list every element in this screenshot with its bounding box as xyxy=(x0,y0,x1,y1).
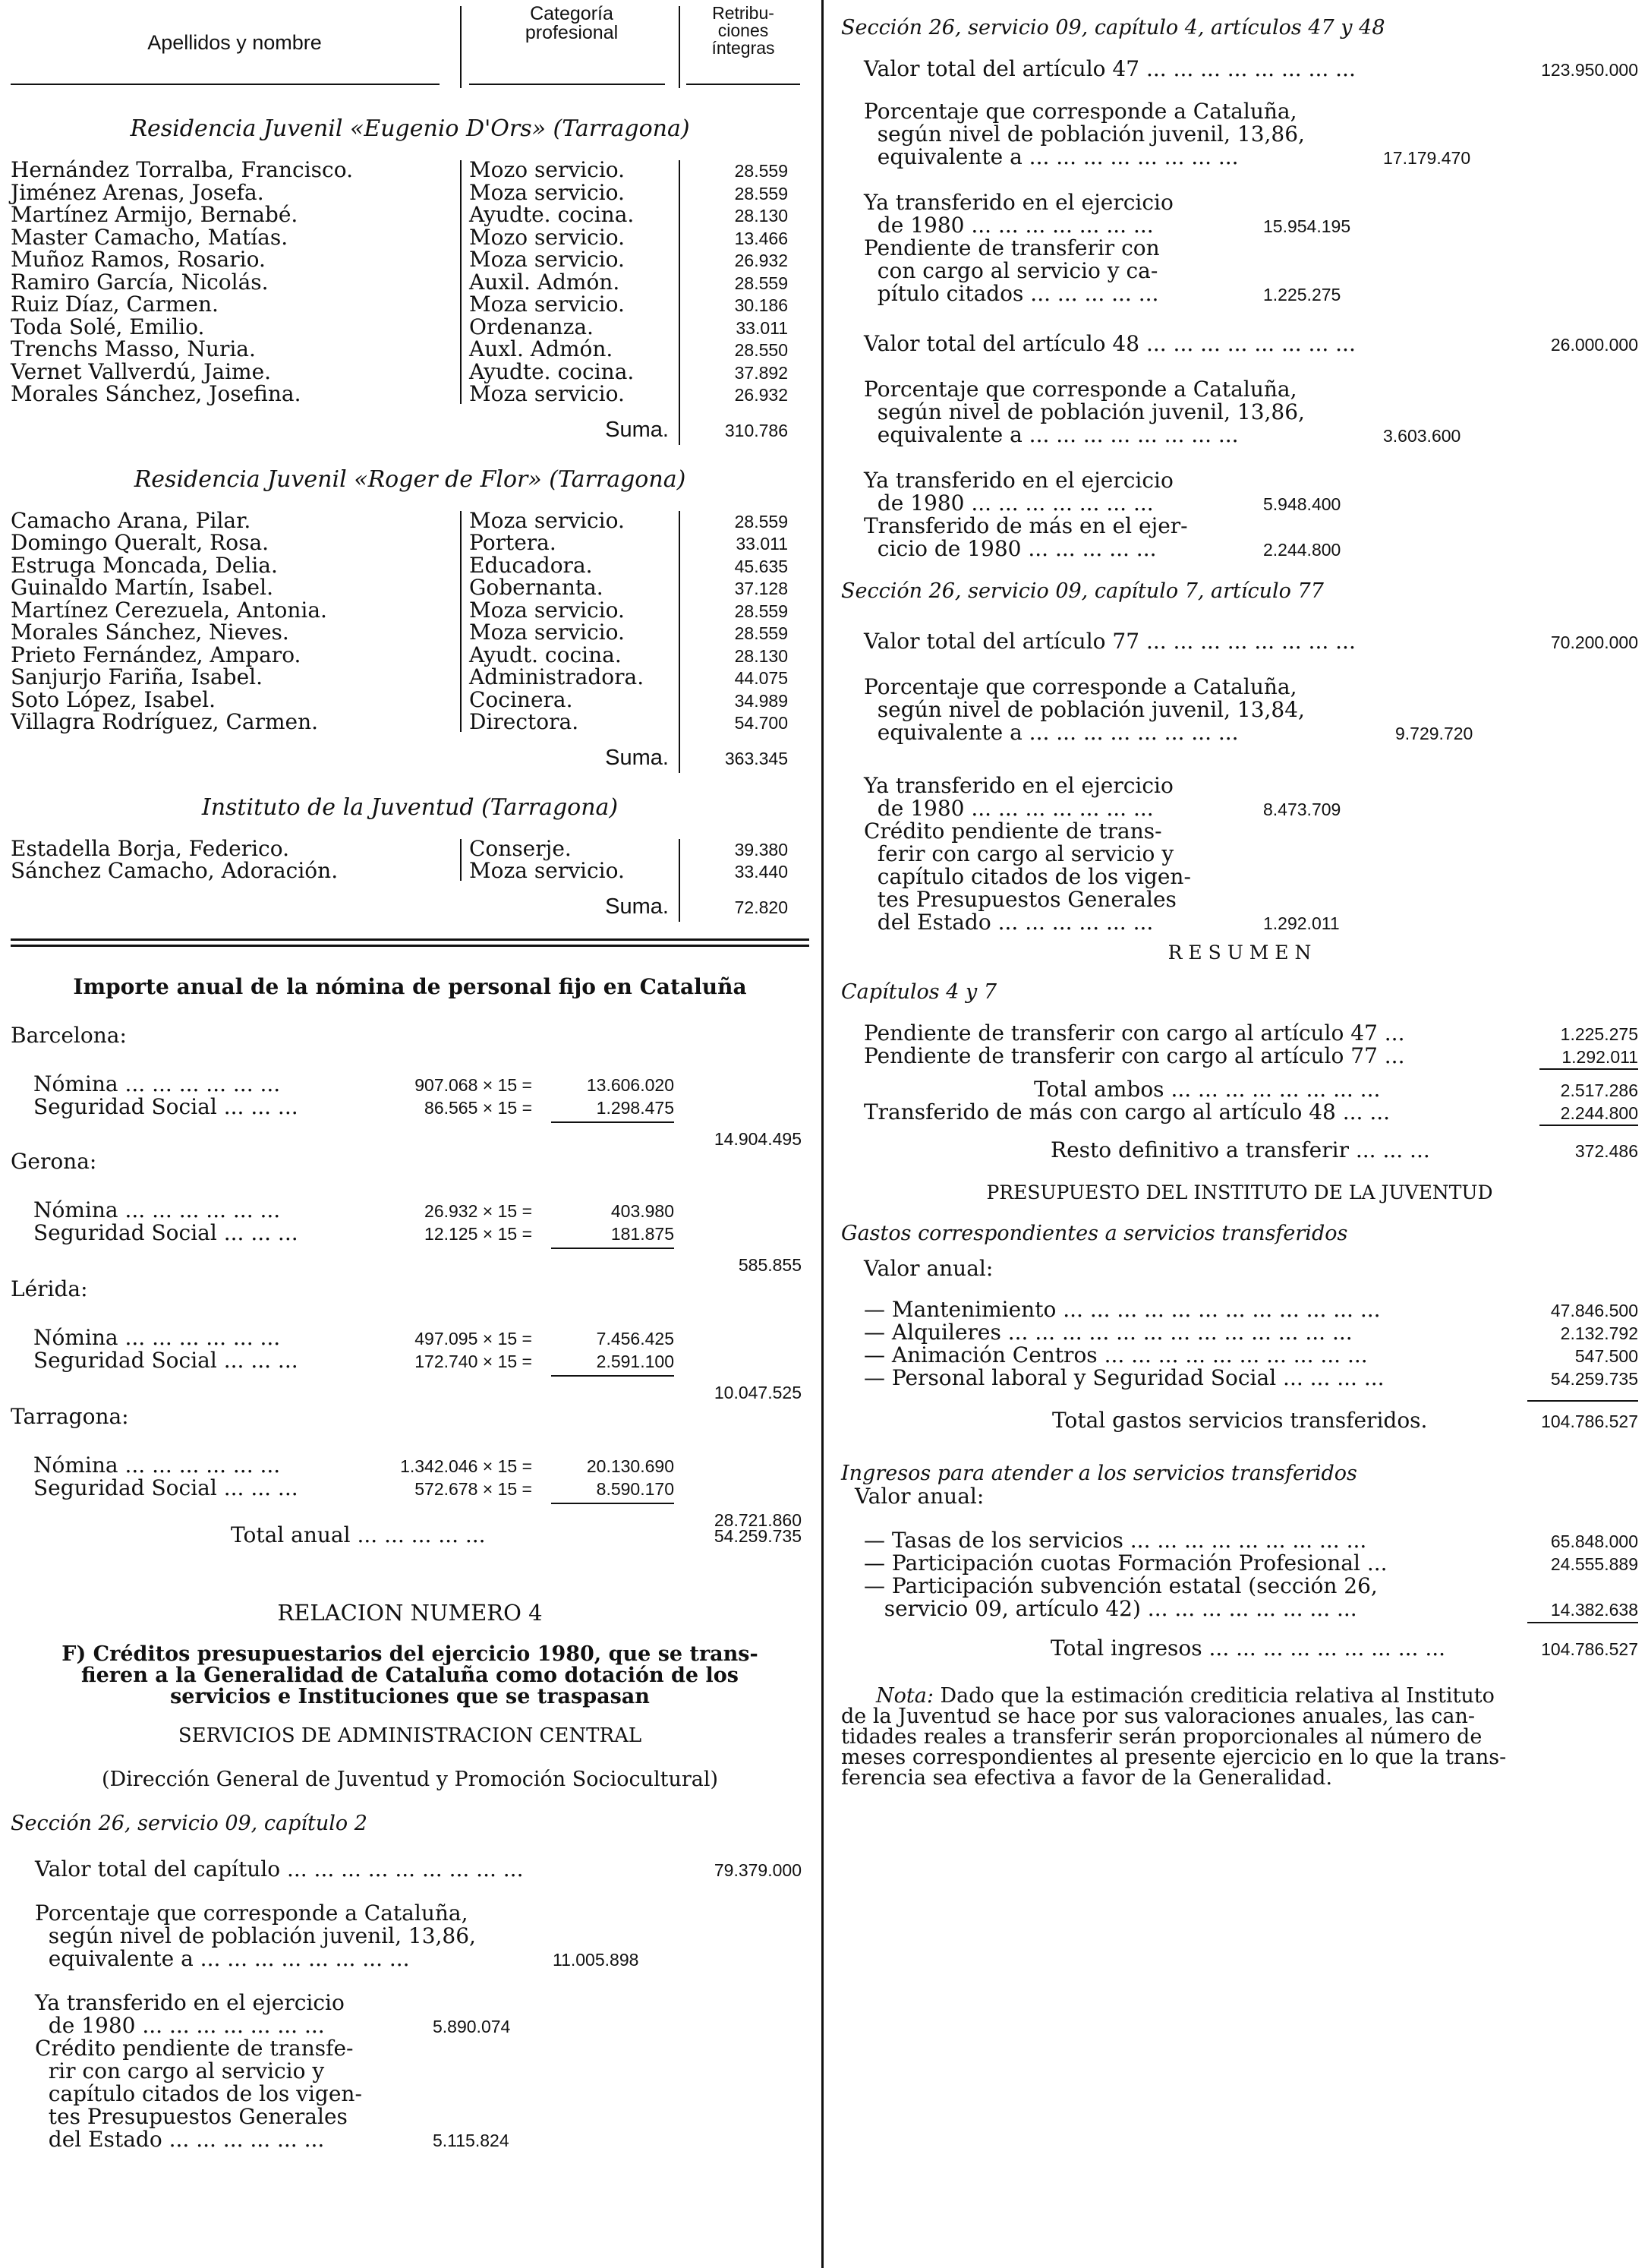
nomina-calc: 497.095 × 15 = xyxy=(414,1328,532,1348)
header-underline-1 xyxy=(11,84,440,85)
table-row xyxy=(11,621,809,644)
ss-calc: 12.125 × 15 = xyxy=(424,1223,532,1244)
sum-value: 72.820 xyxy=(734,897,788,917)
table-row xyxy=(11,532,809,554)
header-pay: Retribu- ciones íntegras xyxy=(711,3,775,58)
sum-row xyxy=(11,405,809,443)
sum-label: Suma. xyxy=(605,745,669,770)
staff-pay: 28.550 xyxy=(734,340,788,360)
seccion-cap2-heading: Sección 26, servicio 09, capítulo 2 xyxy=(11,1811,367,1835)
table-row xyxy=(11,554,809,577)
list-item xyxy=(841,1367,1638,1390)
list-item xyxy=(841,1321,1638,1344)
staff-category: Conserje. xyxy=(469,835,572,861)
staff-name: Vernet Vallverdú, Jaime. xyxy=(11,358,272,384)
staff-category: Mozo servicio. xyxy=(469,224,625,250)
province-name: Lérida: xyxy=(11,1276,88,1301)
ingresos-list xyxy=(841,1529,1638,1575)
staff-name: Estruga Moncada, Delia. xyxy=(11,552,278,578)
pend47-text: Pendiente de transferir con con cargo al servicio y ca- pítulo citados ... ... ... ... ... xyxy=(864,235,1160,306)
gastos-total-row xyxy=(841,1409,1638,1432)
table-row xyxy=(11,338,809,361)
nomina-label: Nómina ... ... ... ... ... ... xyxy=(33,1197,281,1222)
table-row xyxy=(11,358,809,384)
staff-name: Domingo Queralt, Rosa. xyxy=(11,530,269,555)
list-item-label: — Participación cuotas Formación Profesional ... xyxy=(864,1550,1388,1576)
staff-name: Estadella Borja, Federico. xyxy=(11,835,289,861)
ya77-text: Ya transferido en el ejercicio de 1980 ... ... ... ... ... ... ... xyxy=(864,773,1174,821)
staff-category: Portera. xyxy=(469,530,556,555)
header-divider-2 xyxy=(679,6,680,88)
staff-category: Ayudte. cocina. xyxy=(469,358,635,384)
ya48-text: Ya transferido en el ejercicio de 1980 ... ... ... ... ... ... ... xyxy=(864,468,1174,516)
r-pend47-row xyxy=(841,1022,1638,1045)
province-subtotal-rule xyxy=(551,1248,674,1249)
staff-category: Ayudt. cocina. xyxy=(469,642,622,667)
staff-name: Ruiz Díaz, Carmen. xyxy=(11,292,219,317)
ya48-value: 5.948.400 xyxy=(1263,494,1341,514)
double-rule-bottom xyxy=(11,945,809,947)
province-subtotal-rule xyxy=(551,1503,674,1504)
staff-pay: 13.466 xyxy=(734,228,788,248)
group-title: Residencia Juvenil «Eugenio D'Ors» (Tarragona) xyxy=(130,115,690,142)
table-row xyxy=(11,666,809,689)
sum-row xyxy=(11,882,809,920)
gastos-total-label: Total gastos servicios transferidos. xyxy=(1052,1408,1428,1433)
r-total-label: Total ambos ... ... ... ... ... ... ... ... xyxy=(1034,1077,1381,1102)
list-item-value: 47.846.500 xyxy=(1550,1301,1638,1320)
list-item-label: — Tasas de los servicios ... ... ... ... ... ... ... ... ... xyxy=(864,1528,1367,1553)
ya47-text: Ya transferido en el ejercicio de 1980 ... ... ... ... ... ... ... xyxy=(864,190,1174,238)
nomina-calc: 26.932 × 15 = xyxy=(424,1200,532,1221)
staff-pay: 33.011 xyxy=(736,534,788,554)
province-block xyxy=(11,1387,809,1530)
category-left-rule xyxy=(460,511,462,732)
staff-category: Moza servicio. xyxy=(469,247,625,272)
nomina-calc: 1.342.046 × 15 = xyxy=(400,1456,532,1476)
capitulos-heading: Capítulos 4 y 7 xyxy=(841,980,997,1004)
nomina-label: Nómina ... ... ... ... ... ... xyxy=(33,1071,281,1096)
cap2-porcentaje-block xyxy=(11,1902,809,1970)
sum-row xyxy=(11,733,809,771)
gastos-total-rule xyxy=(1527,1400,1638,1402)
p47-block xyxy=(841,100,1638,169)
staff-pay: 39.380 xyxy=(734,839,788,860)
r-resto-row xyxy=(841,1139,1638,1162)
cap2-credito-value: 5.115.824 xyxy=(433,2130,509,2150)
ya48-block xyxy=(841,469,1638,515)
group-title: Residencia Juvenil «Roger de Flor» (Tarragona) xyxy=(134,465,686,493)
staff-group xyxy=(11,794,809,920)
table-row xyxy=(11,316,809,339)
staff-pay: 44.075 xyxy=(734,668,788,688)
staff-category: Ayudte. cocina. xyxy=(469,202,635,227)
r-pend77-label: Pendiente de transferir con cargo al artículo 77 ... xyxy=(864,1043,1405,1068)
nota-label: Nota: xyxy=(876,1684,934,1708)
v77-row xyxy=(841,630,1638,653)
staff-name: Soto López, Isabel. xyxy=(11,686,216,712)
p77-text: Porcentaje que corresponde a Cataluña, según nivel de población juvenil, 13,84, equivalente a ... ... ... ... ... ... ... ... xyxy=(864,674,1305,745)
staff-category: Moza servicio. xyxy=(469,381,625,406)
staff-pay: 45.635 xyxy=(734,556,788,576)
list-item-label: — Mantenimiento ... ... ... ... ... ... ... ... ... ... ... ... xyxy=(864,1297,1381,1322)
cap2-valor-label: Valor total del capítulo ... ... ... ... ... ... ... ... ... xyxy=(35,1856,524,1882)
v47-row xyxy=(841,58,1638,80)
ss-label: Seguridad Social ... ... ... xyxy=(33,1347,298,1373)
staff-category: Auxil. Admón. xyxy=(469,269,620,295)
v77-value: 70.200.000 xyxy=(1550,632,1638,652)
staff-name: Master Camacho, Matías. xyxy=(11,224,288,250)
staff-category: Moza servicio. xyxy=(469,597,625,623)
table-row xyxy=(11,837,809,860)
relacion-f-text: F) Créditos presupuestarios del ejercicio 1980, que se trans- fieren a la Generalidad de Cataluña como dotación de los servicios e Instituciones que se traspasan xyxy=(61,1642,758,1708)
staff-category: Ordenanza. xyxy=(469,314,594,339)
p47-text: Porcentaje que corresponde a Cataluña, según nivel de población juvenil, 13,86, equivalente a ... ... ... ... ... ... ... ... xyxy=(864,99,1305,169)
nomina-calc: 907.068 × 15 = xyxy=(414,1074,532,1095)
staff-pay: 37.128 xyxy=(734,579,788,598)
province-total: 585.855 xyxy=(738,1254,802,1275)
province-total: 10.047.525 xyxy=(714,1382,802,1402)
staff-name: Martínez Armijo, Bernabé. xyxy=(11,202,298,227)
gastos-total-value: 104.786.527 xyxy=(1541,1412,1638,1431)
left-column xyxy=(11,0,809,2151)
r-total-row xyxy=(841,1078,1638,1101)
ss-label: Seguridad Social ... ... ... xyxy=(33,1219,298,1245)
mas48-block xyxy=(841,515,1638,560)
nomina-label: Nómina ... ... ... ... ... ... xyxy=(33,1324,281,1350)
resumen-heading: R E S U M E N xyxy=(1167,942,1312,964)
pay-left-rule xyxy=(679,160,680,445)
nota-paragraph xyxy=(841,1686,1638,1788)
staff-groups xyxy=(11,115,809,920)
staff-name: Jiménez Arenas, Josefa. xyxy=(11,179,264,205)
nomina-value: 20.130.690 xyxy=(586,1456,674,1476)
relacion-title: RELACION NUMERO 4 xyxy=(277,1599,543,1626)
ss-label: Seguridad Social ... ... ... xyxy=(33,1475,298,1500)
list-item xyxy=(841,1552,1638,1575)
p48-block xyxy=(841,378,1638,446)
category-left-rule xyxy=(460,839,462,881)
list-item-value: 54.259.735 xyxy=(1550,1369,1638,1389)
sum-label: Suma. xyxy=(605,417,669,442)
r-pend77-value: 1.292.011 xyxy=(1561,1047,1638,1067)
staff-name: Sanjurjo Fariña, Isabel. xyxy=(11,664,263,689)
p77-value: 9.729.720 xyxy=(1395,724,1473,743)
sec47-heading: Sección 26, servicio 09, capítulo 4, artículos 47 y 48 xyxy=(841,16,1385,39)
table-row xyxy=(11,248,809,271)
province-name: Barcelona: xyxy=(11,1022,127,1048)
staff-pay: 34.989 xyxy=(734,690,788,711)
table-row xyxy=(11,181,809,204)
staff-category: Moza servicio. xyxy=(469,179,625,205)
nota-text: Dado que la estimación crediticia relativa al Instituto de la Juventud se hace por sus valoraciones anuales, las can- tidades reales a transferir serán proporcionales al número de meses correspondientes al presente ejercicio en lo que la trans- ferencia sea efectiva a favor de la Generalidad. xyxy=(841,1684,1507,1790)
list-item-label: — Personal laboral y Seguridad Social ... ... ... ... xyxy=(864,1365,1385,1390)
r-total-value: 2.517.286 xyxy=(1560,1080,1638,1100)
v48-value: 26.000.000 xyxy=(1550,335,1638,355)
list-item-value: 547.500 xyxy=(1574,1346,1638,1366)
staff-name: Camacho Arana, Pilar. xyxy=(11,507,251,533)
payroll-total-label: Total anual ... ... ... ... ... xyxy=(231,1522,486,1547)
ya77-block xyxy=(841,774,1638,820)
staff-group xyxy=(11,115,809,443)
staff-category: Moza servicio. xyxy=(469,620,625,645)
servicios-heading: SERVICIOS DE ADMINISTRACION CENTRAL xyxy=(178,1724,642,1747)
staff-pay: 28.559 xyxy=(734,601,788,621)
table-row xyxy=(11,686,809,712)
r-mas48-row xyxy=(841,1101,1638,1124)
presupuesto-heading: PRESUPUESTO DEL INSTITUTO DE LA JUVENTUD xyxy=(986,1181,1493,1203)
staff-name: Prieto Fernández, Amparo. xyxy=(11,642,301,667)
province-name: Tarragona: xyxy=(11,1403,129,1429)
province-subtotal-rule xyxy=(551,1121,674,1123)
ss-value: 1.298.475 xyxy=(596,1097,674,1118)
cap2-ya-value: 5.890.074 xyxy=(433,2016,511,2036)
table-row xyxy=(11,226,809,249)
ingreso3-text: — Participación subvención estatal (sección 26, servicio 09, artículo 42) ... ... ... ... ... ... ... ... xyxy=(864,1573,1378,1621)
r-pend47-value: 1.225.275 xyxy=(1560,1024,1638,1044)
header-underline-2 xyxy=(469,84,665,85)
staff-category: Moza servicio. xyxy=(469,507,625,533)
table-row xyxy=(11,576,809,599)
table-row xyxy=(11,383,809,405)
staff-category: Mozo servicio. xyxy=(469,157,625,182)
staff-table xyxy=(11,837,809,882)
ya47-value: 15.954.195 xyxy=(1263,216,1351,236)
v47-label: Valor total del artículo 47 ... ... ... ... ... ... ... ... xyxy=(864,56,1356,81)
staff-name: Villagra Rodríguez, Carmen. xyxy=(11,709,319,734)
list-item-value: 65.848.000 xyxy=(1550,1531,1638,1551)
gastos-heading: Gastos correspondientes a servicios transferidos xyxy=(841,1222,1348,1245)
ss-value: 181.875 xyxy=(610,1223,674,1244)
sum-label: Suma. xyxy=(605,894,669,919)
list-item-label: — Alquileres ... ... ... ... ... ... ... ... ... ... ... ... ... xyxy=(864,1320,1353,1345)
ss-calc: 572.678 × 15 = xyxy=(414,1478,532,1499)
list-item xyxy=(841,1344,1638,1367)
staff-category: Administradora. xyxy=(469,664,644,689)
cred77-text: Crédito pendiente de trans- ferir con cargo al servicio y capítulo citados de los vigen- tes Presupuestos Generales del Estado ... ... ... ... ... ... xyxy=(864,819,1191,935)
pend47-block xyxy=(841,237,1638,305)
r-resto-label: Resto definitivo a transferir ... ... ... xyxy=(1051,1137,1430,1162)
staff-pay: 26.932 xyxy=(734,385,788,405)
v47-value: 123.950.000 xyxy=(1541,60,1638,80)
ss-label: Seguridad Social ... ... ... xyxy=(33,1093,298,1119)
province-total: 28.721.860 xyxy=(714,1509,802,1530)
header-divider-1 xyxy=(460,6,462,88)
header-underline-3 xyxy=(686,84,800,85)
p47-value: 17.179.470 xyxy=(1383,148,1471,168)
ingreso3-block xyxy=(841,1575,1638,1620)
province-block xyxy=(11,1132,809,1275)
staff-category: Moza servicio. xyxy=(469,292,625,317)
cap2-porcentaje-text: Porcentaje que corresponde a Cataluña, según nivel de población juvenil, 13,86, equivalente a ... ... ... ... ... ... ... ... xyxy=(35,1900,476,1971)
right-column xyxy=(841,0,1638,1788)
staff-name: Guinaldo Martín, Isabel. xyxy=(11,575,273,600)
ingresos-total-row xyxy=(841,1637,1638,1660)
staff-table xyxy=(11,159,809,405)
cred77-block xyxy=(841,820,1638,934)
nomina-value: 403.980 xyxy=(610,1200,674,1221)
province-total: 14.904.495 xyxy=(714,1128,802,1149)
ya77-value: 8.473.709 xyxy=(1263,800,1341,819)
r-mas48-value: 2.244.800 xyxy=(1560,1103,1638,1123)
v48-label: Valor total del artículo 48 ... ... ... ... ... ... ... ... xyxy=(864,331,1356,356)
ingresos-total-rule xyxy=(1527,1622,1638,1623)
staff-pay: 28.559 xyxy=(734,623,788,643)
mas48-value: 2.244.800 xyxy=(1263,540,1341,560)
category-left-rule xyxy=(460,160,462,404)
table-row xyxy=(11,860,809,882)
ingresos-total-value: 104.786.527 xyxy=(1541,1639,1638,1659)
staff-group xyxy=(11,466,809,771)
double-rule-top xyxy=(11,938,809,941)
staff-category: Educadora. xyxy=(469,552,593,578)
v48-row xyxy=(841,333,1638,355)
sum-value: 363.345 xyxy=(724,748,788,768)
payroll-total-value: 54.259.735 xyxy=(714,1525,802,1546)
table-row xyxy=(11,711,809,733)
staff-category: Moza servicio. xyxy=(469,858,625,883)
header-name: Apellidos y nombre xyxy=(147,31,322,54)
staff-pay: 33.440 xyxy=(734,862,788,882)
payroll-provinces xyxy=(11,998,809,1530)
r-resto-rule xyxy=(1539,1125,1638,1126)
staff-pay: 33.011 xyxy=(736,317,788,338)
sec77-heading: Sección 26, servicio 09, capítulo 7, artículo 77 xyxy=(841,579,1324,603)
list-item-label: — Animación Centros ... ... ... ... ... ... ... ... ... ... xyxy=(864,1342,1368,1367)
ss-value: 2.591.100 xyxy=(596,1351,674,1371)
list-item xyxy=(841,1529,1638,1552)
ss-calc: 86.565 × 15 = xyxy=(424,1097,532,1118)
staff-category: Directora. xyxy=(469,709,579,734)
staff-category: Gobernanta. xyxy=(469,575,603,600)
ingresos-valor-anual: Valor anual: xyxy=(855,1484,985,1509)
staff-pay: 37.892 xyxy=(734,362,788,383)
r-resto-value: 372.486 xyxy=(1574,1141,1638,1161)
r-pend77-row xyxy=(841,1045,1638,1068)
staff-pay: 28.559 xyxy=(734,273,788,293)
v77-label: Valor total del artículo 77 ... ... ... ... ... ... ... ... xyxy=(864,629,1356,654)
province-subtotal-rule xyxy=(551,1375,674,1377)
staff-name: Muñoz Ramos, Rosario. xyxy=(11,247,266,272)
table-row xyxy=(11,203,809,226)
staff-name: Morales Sánchez, Josefina. xyxy=(11,381,301,406)
r-pend47-label: Pendiente de transferir con cargo al artículo 47 ... xyxy=(864,1020,1405,1046)
province-block xyxy=(11,998,809,1149)
sum-value: 310.786 xyxy=(724,420,788,440)
cap2-valor-value: 79.379.000 xyxy=(714,1860,802,1880)
p77-block xyxy=(841,676,1638,744)
p48-value: 3.603.600 xyxy=(1383,426,1461,446)
column-divider xyxy=(821,0,824,2268)
staff-pay: 26.932 xyxy=(734,251,788,270)
ss-calc: 172.740 × 15 = xyxy=(414,1351,532,1371)
gastos-valor-anual: Valor anual: xyxy=(864,1256,994,1281)
cap2-porcentaje-value: 11.005.898 xyxy=(553,1949,639,1970)
staff-pay: 28.559 xyxy=(734,161,788,181)
nomina-value: 7.456.425 xyxy=(596,1328,674,1348)
ingreso3-value: 14.382.638 xyxy=(1550,1600,1638,1620)
cap2-ya-text: Ya transferido en el ejercicio de 1980 ... ... ... ... ... ... ... xyxy=(35,1989,345,2038)
staff-name: Martínez Cerezuela, Antonia. xyxy=(11,597,327,623)
r-mas48-label: Transferido de más con cargo al artículo 48 ... ... xyxy=(864,1099,1391,1125)
pend47-value: 1.225.275 xyxy=(1263,285,1341,304)
cap2-valor-row xyxy=(11,1858,809,1881)
staff-pay: 54.700 xyxy=(734,713,788,733)
list-item-value: 24.555.889 xyxy=(1550,1554,1638,1574)
nomina-value: 13.606.020 xyxy=(586,1074,674,1095)
staff-name: Ramiro García, Nicolás. xyxy=(11,269,269,295)
list-item xyxy=(841,1298,1638,1321)
province-block xyxy=(11,1260,809,1402)
staff-name: Trenchs Masso, Nuria. xyxy=(11,336,256,361)
staff-category: Cocinera. xyxy=(469,686,573,712)
table-row xyxy=(11,599,809,622)
table-row xyxy=(11,509,809,532)
header-category: Categoría profesional xyxy=(525,3,619,43)
staff-name: Morales Sánchez, Nieves. xyxy=(11,620,289,645)
table-row xyxy=(11,271,809,294)
direccion-heading: (Dirección General de Juventud y Promoción Sociocultural) xyxy=(101,1767,719,1791)
staff-pay: 28.130 xyxy=(734,645,788,666)
table-row xyxy=(11,644,809,667)
cap2-credito-block xyxy=(11,2037,809,2151)
list-item-value: 2.132.792 xyxy=(1560,1323,1638,1343)
staff-table xyxy=(11,509,809,733)
ya47-block xyxy=(841,191,1638,237)
mas48-text: Transferido de más en el ejer- cicio de 1980 ... ... ... ... ... xyxy=(864,513,1188,561)
nomina-label: Nómina ... ... ... ... ... ... xyxy=(33,1452,281,1478)
ingresos-total-label: Total ingresos ... ... ... ... ... ... ... ... ... xyxy=(1051,1636,1446,1661)
table-row xyxy=(11,293,809,316)
cap2-ya-block xyxy=(11,1989,809,2038)
ingresos-heading: Ingresos para atender a los servicios transferidos xyxy=(841,1462,1357,1485)
staff-pay: 30.186 xyxy=(734,295,788,315)
province-name: Gerona: xyxy=(11,1148,97,1174)
staff-name: Sánchez Camacho, Adoración. xyxy=(11,858,339,883)
cap2-credito-text: Crédito pendiente de transfe- rir con cargo al servicio y capítulo citados de los vigen- tes Presupuestos Generales del Estado ... ... ... ... ... ... xyxy=(35,2035,362,2152)
cred77-value: 1.292.011 xyxy=(1263,913,1340,933)
staff-category: Auxl. Admón. xyxy=(469,336,613,361)
staff-name: Toda Solé, Emilio. xyxy=(11,314,205,339)
ss-value: 8.590.170 xyxy=(596,1478,674,1499)
staff-pay: 28.559 xyxy=(734,511,788,532)
table-row xyxy=(11,159,809,181)
group-title: Instituto de la Juventud (Tarragona) xyxy=(201,793,619,821)
p48-text: Porcentaje que corresponde a Cataluña, según nivel de población juvenil, 13,86, equivalente a ... ... ... ... ... ... ... ... xyxy=(864,377,1305,447)
gastos-list xyxy=(841,1298,1638,1390)
payroll-title: Importe anual de la nómina de personal fijo en Cataluña xyxy=(73,973,747,999)
r-sum-rule xyxy=(1539,1068,1638,1070)
staff-table-header xyxy=(11,0,809,91)
payroll-total-row xyxy=(11,1524,809,1551)
staff-name: Hernández Torralba, Francisco. xyxy=(11,157,353,182)
staff-pay: 28.130 xyxy=(734,206,788,226)
staff-pay: 28.559 xyxy=(734,183,788,203)
